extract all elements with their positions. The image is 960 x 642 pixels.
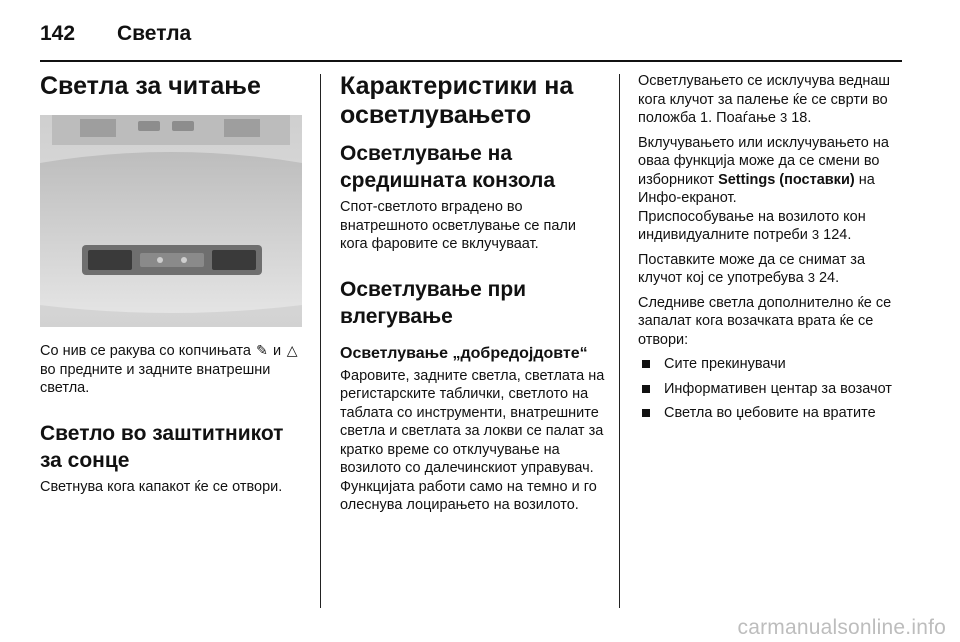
header-rule (40, 60, 902, 62)
console-lighting-text: Спот-светлото вградено во внатрешното осветлување се пали кога фаровите се вклучуваат. (340, 199, 576, 252)
paragraph-door-open: Следниве светла дополнително ќе се запалат кога возачката врата ќе се отвори: (638, 294, 892, 348)
entry-lighting-heading: Осветлување при влегување (340, 277, 527, 328)
list-item: Сите прекинувачи (638, 355, 910, 374)
interior-light-icon: △ (286, 342, 298, 358)
paragraph-settings: Вклучувањето или исклучувањето на оваа функција може да се смени во изборникот Settings (поставки) на Инфо-екранот. (638, 134, 889, 206)
column-2 (340, 72, 606, 515)
welcome-lighting-text: Фаровите, задните светла, светлата на регистарските таблички, светлото на таблата со инструменти, внатрешните светла и светлата за локви се палат за кратко време со отклучување на возилото со далечинскиот управувач. Функцијата работи само на темно и го олеснува лоцирањето на возилото. (340, 367, 605, 513)
column-3 (638, 72, 910, 429)
reading-light-icon: ✎ (256, 342, 268, 358)
column-divider-2 (619, 74, 620, 608)
additional-lights-list (638, 355, 910, 423)
sun-visor-text: Светнува кога капакот ќе се отвори. (40, 478, 283, 495)
column-divider-1 (320, 74, 321, 608)
paragraph-key-settings: Поставките може да се снимат за клучот кој се употребува 3 24. (638, 251, 866, 286)
column-1 (40, 72, 308, 496)
paragraph-personalization: Приспособување на возилото кон индивидуалните потреби 3 124. (638, 208, 866, 243)
list-item: Информативен центар за возачот (638, 380, 910, 399)
page-number: 142 (40, 22, 76, 45)
section-title-reading-lights: Светла за читање (40, 72, 261, 100)
reading-lights-text: Со нив се ракува со копчињата ✎ и △ во предните и задните внатрешни светла. (40, 342, 298, 396)
console-lighting-heading: Осветлување на средишната конзола (340, 142, 556, 192)
list-item: Светла во џебовите на вратите (638, 404, 910, 423)
welcome-lighting-heading: Осветлување „добредојдовте“ (340, 344, 588, 362)
page-reference-icon: 3 (807, 270, 815, 285)
settings-menu-label: Settings (поставки) (718, 171, 855, 188)
sun-visor-heading: Светло во заштитникот за сонце (40, 421, 284, 472)
watermark: carmanualsonline.info (737, 616, 946, 639)
page-reference-icon: 3 (811, 227, 820, 242)
page-reference-icon: 3 (779, 110, 788, 125)
chapter-title: Светла (117, 22, 192, 45)
section-title-lighting-features: Карактеристики на осветлувањето (340, 72, 574, 129)
paragraph-switch-off: Осветлувањето се исклучува веднаш кога клучот за палење ќе се сврти во положба 1. Поаѓање 3 18. (638, 73, 891, 126)
page-header (40, 14, 920, 54)
reading-lights-photo (40, 115, 302, 327)
